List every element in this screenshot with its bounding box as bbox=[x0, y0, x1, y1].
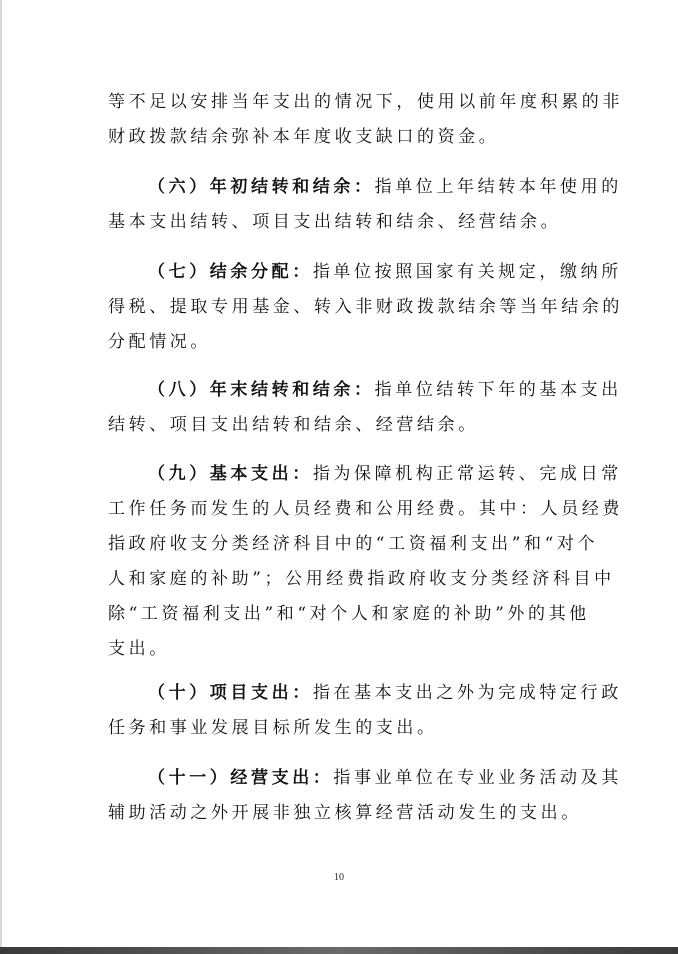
paragraph-first-line bbox=[108, 373, 622, 408]
paragraph-first-line bbox=[108, 761, 622, 796]
item-heading: （六）年初结转和结余： bbox=[148, 177, 375, 197]
paragraph-item-7 bbox=[108, 255, 623, 360]
item-heading: （九）基本支出： bbox=[148, 464, 313, 484]
paragraph-continuation bbox=[108, 85, 623, 155]
paragraph-first-line bbox=[108, 170, 622, 205]
item-text: 指为保障机构正常运转、完成日常 bbox=[312, 464, 622, 484]
item-text: 指单位结转下年的基本支出 bbox=[374, 380, 622, 400]
item-text: 指在基本支出之外为完成特定行政 bbox=[312, 683, 622, 703]
paragraph-line: 财政拨款结余弥补本年度收支缺口的资金。 bbox=[108, 127, 500, 147]
paragraph-first-line bbox=[108, 676, 622, 711]
viewer-bottom-bar bbox=[0, 947, 678, 954]
item-heading: （十一）经营支出： bbox=[148, 768, 334, 788]
paragraph-item-9 bbox=[108, 457, 623, 667]
paragraph-line: 指政府收支分类经济科目中的“工资福利支出”和“对个 bbox=[108, 534, 599, 554]
item-text: 指单位上年结转本年使用的 bbox=[374, 177, 622, 197]
paragraph-line: 任务和事业发展目标所发生的支出。 bbox=[108, 718, 438, 738]
paragraph-line: 工作任务而发生的人员经费和公用经费。其中：人员经费 bbox=[108, 499, 623, 519]
page-left-edge bbox=[0, 0, 2, 954]
paragraph-line: 除“工资福利支出”和“对个人和家庭的补助”外的其他 bbox=[108, 604, 590, 624]
item-heading: （八）年末结转和结余： bbox=[148, 380, 375, 400]
item-heading: （七）结余分配： bbox=[148, 262, 313, 282]
paragraph-first-line bbox=[108, 255, 622, 290]
paragraph-line: 分配情况。 bbox=[108, 332, 211, 352]
item-text: 指事业单位在专业业务活动及其 bbox=[333, 768, 622, 788]
paragraph-line: 结转、项目支出结转和结余、经营结余。 bbox=[108, 415, 479, 435]
paragraph-line: 等不足以安排当年支出的情况下，使用以前年度积累的非 bbox=[108, 92, 623, 112]
paragraph-line: 基本支出结转、项目支出结转和结余、经营结余。 bbox=[108, 212, 562, 232]
paragraph-line: 辅助活动之外开展非独立核算经营活动发生的支出。 bbox=[108, 803, 582, 823]
paragraph-line: 得税、提取专用基金、转入非财政拨款结余等当年结余的 bbox=[108, 297, 623, 317]
paragraph-item-8 bbox=[108, 373, 622, 443]
page-number: 10 bbox=[334, 872, 344, 883]
paragraph-line: 人和家庭的补助”；公用经费指政府收支分类经济科目中 bbox=[108, 569, 615, 589]
paragraph-first-line bbox=[108, 457, 622, 492]
paragraph-item-11 bbox=[108, 761, 622, 831]
paragraph-item-6 bbox=[108, 170, 622, 240]
paragraph-line: 支出。 bbox=[108, 639, 170, 659]
item-text: 指单位按照国家有关规定，缴纳所 bbox=[312, 262, 622, 282]
item-heading: （十）项目支出： bbox=[148, 683, 313, 703]
paragraph-item-10 bbox=[108, 676, 622, 746]
